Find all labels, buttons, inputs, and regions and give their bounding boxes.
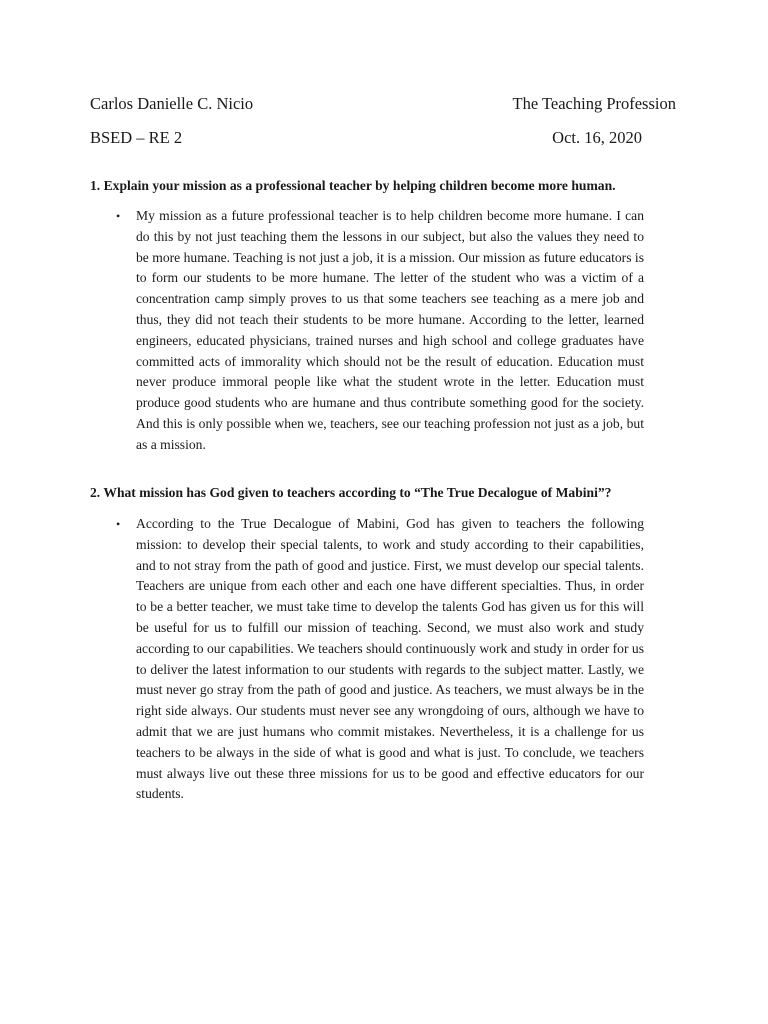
bullet-icon: • [116,517,121,531]
section-label: BSED – RE 2 [90,128,183,147]
answer-1-text: My mission as a future professional teacher is to help children become more humane. I can do this by not just teaching them the lessons in our subject, but also the values they need to be more humane. Teaching is not just a job, it is a mission. Our mission as future educators is to form our students to be more humane. The letter of the student who was a victim of a concentration camp simply proves to us that some teachers see teaching as a mere job and thus, they did not teach their students to be more humane. According to the letter, learned engineers, educated physicians, trained nurses and high school and college graduates have committed acts of immorality which should not be the result of education. Education must never produce immoral people like what the student wrote in the letter. Education must produce good students who are humane and thus contribute something good for the society. And this is only possible when we, teachers, see our teaching profession not just as a job, but as a mission. [136,208,644,452]
course-title: The Teaching Profession [512,94,676,113]
bullet-icon: • [116,209,121,223]
document-date: Oct. 16, 2020 [552,128,642,147]
answer-1 [116,206,644,456]
answer-2 [116,514,644,805]
answer-2-text: According to the True Decalogue of Mabini, God has given to teachers the following mission: to develop their special talents, to work and study according to their capabilities, and to not stray from the path of good and justice. First, we must develop our special talents. Teachers are unique from each other and each one have different specialties. Thus, in order to be a better teacher, we must take time to develop the talents God has given us for this will be useful for us to fulfill our mission of teaching. Second, we must also work and study according to our capabilities. We teachers should continuously work and study in order for us to deliver the latest information to our students with regards to the subject matter. Lastly, we must never go stray from the path of good and justice. As teachers, we must always be in the right side always. Our students must never see any wrongdoing of ours, although we have to admit that we are just humans who commit mistakes. Nevertheless, it is a challenge for us teachers to be always in the side of what is good and what is just. To conclude, we teachers must always live out these three missions for us to be good and effective educators for our students. [136,516,644,802]
question-1: 1. Explain your mission as a professional teacher by helping children become more human. [90,178,616,193]
question-2: 2. What mission has God given to teachers according to “The True Decalogue of Mabini”? [90,485,612,500]
header-row-2 [90,128,680,152]
author-name: Carlos Danielle C. Nicio [90,94,254,113]
header-row-1 [90,94,680,118]
